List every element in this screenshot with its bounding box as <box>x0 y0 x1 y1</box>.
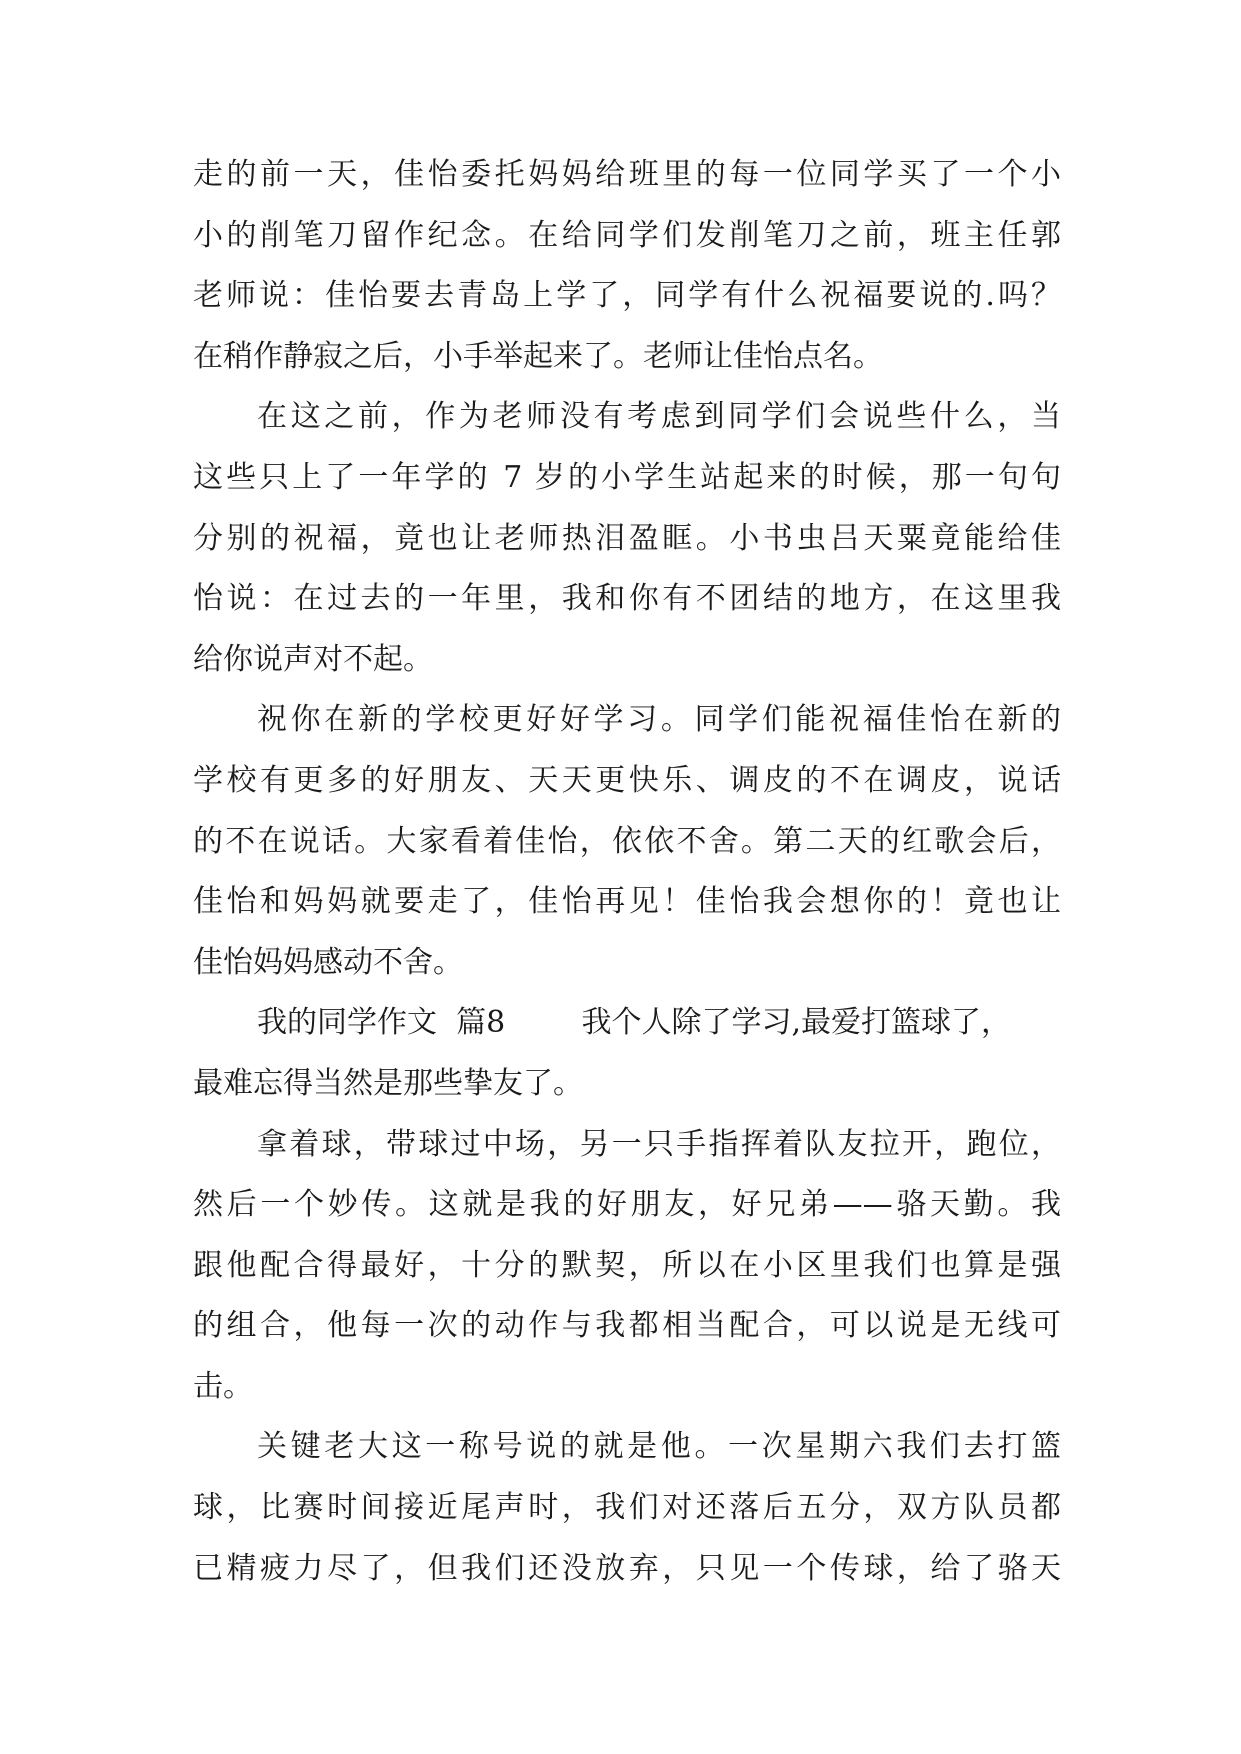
paragraph-first-line: 在这之前，作为老师没有考虑到同学们会说些什么，当 <box>257 399 1061 435</box>
text-line: 的组合，他每一次的动作与我都相当配合，可以说是无线可 <box>193 1308 1061 1344</box>
paragraph-first-line: 拿着球，带球过中场，另一只手指挥着队友拉开，跑位， <box>257 1126 1061 1162</box>
text-line: 最难忘得当然是那些挚友了。 <box>193 1065 583 1101</box>
text-line: 已精疲力尽了，但我们还没放弃，只见一个传球，给了骆天 <box>193 1550 1061 1586</box>
text-line: 佳怡妈妈感动不舍。 <box>193 944 463 980</box>
text-line: 走的前一天，佳怡委托妈妈给班里的每一位同学买了一个小 <box>193 157 1061 192</box>
paragraph-first-line: 关键老大这一称号说的就是他。一次星期六我们去打篮 <box>257 1429 1061 1465</box>
text-line: 在稍作静寂之后，小手举起来了。老师让佳怡点名。 <box>193 338 883 374</box>
text-line: 小的削笔刀留作纪念。在给同学们发削笔刀之前，班主任郭 <box>193 217 1061 253</box>
text-line: 这些只上了一年学的 7 岁的小学生站起来的时候，那一句句 <box>193 459 1061 495</box>
text-line: 的不在说话。大家看着佳怡，依依不舍。第二天的红歌会后， <box>193 823 1061 859</box>
text-line: 老师说：佳怡要去青岛上学了，同学有什么祝福要说的.吗？ <box>193 278 1061 314</box>
text-line: 学校有更多的好朋友、天天更快乐、调皮的不在调皮，说话 <box>193 762 1061 798</box>
document-body <box>193 145 1061 1599</box>
text-line: 怡说：在过去的一年里，我和你有不团结的地方，在这里我 <box>193 581 1061 617</box>
paragraph-first-line: 祝你在新的学校更好好学习。同学们能祝福佳怡在新的 <box>257 702 1061 738</box>
text-line: 给你说声对不起。 <box>193 641 433 677</box>
text-line: 然后一个妙传。这就是我的好朋友，好兄弟——骆天勤。我 <box>193 1187 1061 1223</box>
text-line: 击。 <box>193 1368 253 1404</box>
text-line: 佳怡和妈妈就要走了，佳怡再见！佳怡我会想你的！竟也让 <box>193 884 1061 920</box>
text-line: 跟他配合得最好，十分的默契，所以在小区里我们也算是强 <box>193 1247 1061 1283</box>
text-line: 分别的祝福，竟也让老师热泪盈眶。小书虫吕天粟竟能给佳 <box>193 520 1061 556</box>
section-heading-line: 我的同学作文 篇8 我个人除了学习,最爱打篮球了， <box>257 1005 1011 1041</box>
text-line: 球，比赛时间接近尾声时，我们对还落后五分，双方队员都 <box>193 1490 1061 1526</box>
